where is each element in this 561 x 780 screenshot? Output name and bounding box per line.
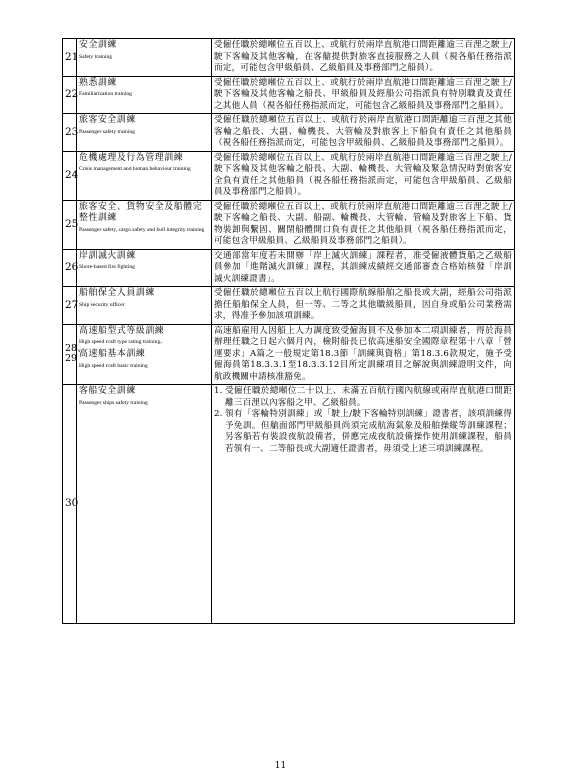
table-row <box>63 76 515 114</box>
eligibility-list <box>214 386 512 455</box>
course-title-zh: 熟悉訓練 <box>79 77 117 88</box>
course-eligibility: 高速船雇用人因船上人力調度致受僱海員不及參加本二項訓練者，得於海員辦理任職之日起六個月內，檢附船長已依高速船安全國際章程第十八章「營運要求」A篇之一般規定第18.3節「訓練與資格」第18.3.6款規定，施予受僱海員第18.3.3.1至18.3.3.12目所定訓練項目之解說與訓練證明文件，向航政機關申請核准豁免。 <box>212 324 515 385</box>
course-eligibility: 受僱任職於總噸位五百以上、或航行於兩岸直航港口間距離逾三百浬之駛上/駛下客輪及其他客輪之船長、大副、輪機長、大管輪及緊急情況時對旅客安全負有責任之其他船員（視各船任務指派而定，可能包含甲級船員、乙級船員及事務部門之船員）。 <box>212 151 515 200</box>
table-row <box>63 200 515 249</box>
course-title-en: Passenger safety, cargo safety and hull integrity training <box>79 226 205 233</box>
course-title-en: Safety training <box>79 53 113 60</box>
row-number: 26 <box>63 249 77 287</box>
list-item <box>214 386 512 409</box>
course-title-zh: 旅客安全、貨物安全及船體完整性訓練 <box>79 201 203 223</box>
course-title-en: Ship security officer <box>79 301 125 308</box>
course-title <box>77 287 212 325</box>
list-item <box>214 409 512 455</box>
row-number: 25 <box>63 200 77 249</box>
course-eligibility: 交通部當年度若未開辦「岸上滅火訓練」課程者，准受僱液體貨船之乙級船員參加「進階滅火訓練」課程，其訓練成績經交通部審查合格始核發「岸訓滅火訓練證書」。 <box>212 249 515 287</box>
course-title-zh: 危機處理及行為管理訓練 <box>79 152 184 163</box>
course-title <box>77 114 212 152</box>
list-item-text: 受僱任職於總噸位二十以上、未滿五百航行國內航線或兩岸直航港口間距離三百浬以內客船之甲、乙級船員。 <box>225 386 512 408</box>
list-item-text: 領有「客輪特別訓練」或「駛上/駛下客輪特別訓練」證書者，該項訓練得予免訓。但艙面部門甲級船員尚須完成航海氣象及船舶操縱等訓練課程；另客船若有裝設夜航設備者，併應完成夜航設備操作使用訓練課程，船員若領有一、二等船長或大副適任證書者，毋須受上述三項訓練課程。 <box>225 409 512 454</box>
list-item-number: 1. <box>214 386 223 396</box>
course-title <box>77 385 212 624</box>
course-title-zh-secondary: 高速船基本訓練 <box>79 349 146 359</box>
list-item-number: 2. <box>214 409 223 419</box>
table-row <box>63 287 515 325</box>
course-title-zh: 客船安全訓練 <box>79 386 136 396</box>
row-number: 27 <box>63 287 77 325</box>
course-eligibility: 受僱任職於總噸位五百以上、或航行於兩岸直航港口間距離逾三百浬之其他客輪之船長、大副、輪機長、大管輪及對旅客上下船負有責任之其他船員（視各船任務指派而定，可能包含甲級船員、乙級船員及事務部門之船員）。 <box>212 114 515 152</box>
course-title-en-secondary: High speed craft basic training <box>79 362 148 369</box>
row-number: 22 <box>63 76 77 114</box>
course-eligibility: 受僱任職於總噸位五百以上、或航行於兩岸直航港口間距離逾三百浬之駛上/駛下客輪及其他客輪之船長、甲級船員及經船公司指派負有特別職責及責任之其他人員（視各船任務指派而定，可能包含乙級船員及事務部門之船員）。 <box>212 76 515 114</box>
course-title <box>77 76 212 114</box>
table-row <box>63 114 515 152</box>
course-title-zh: 高速船型式等級訓練 <box>79 325 165 336</box>
course-eligibility: 受僱任職於總噸位五百以上、或航行於兩岸直航港口間距離逾三百浬之駛上/駛下客輪及其他客輪，在客艙提供對旅客直接服務之人員（視各船任務指派而定，可能包含甲級船員、乙級船員及事務部門之船員）。 <box>212 39 515 77</box>
row-number: 30 <box>63 385 77 624</box>
course-title-zh: 船舶保全人員訓練 <box>79 288 155 298</box>
row-number: 23 <box>63 114 77 152</box>
page-number: 11 <box>274 761 287 771</box>
course-title <box>77 200 212 249</box>
table-row <box>63 249 515 287</box>
course-title <box>77 151 212 200</box>
course-eligibility <box>212 385 515 624</box>
row-number: 21 <box>63 39 77 77</box>
course-title-zh: 旅客安全訓練 <box>79 115 136 125</box>
course-title-en: High speed craft type rating training、 <box>79 339 166 345</box>
course-title-zh: 岸訓滅火訓練 <box>79 250 136 261</box>
row-number: 24 <box>63 151 77 200</box>
table-row <box>63 151 515 200</box>
course-title-en: Crisis management and human behaviour training <box>79 166 191 172</box>
table-row <box>63 324 515 385</box>
course-title <box>77 249 212 287</box>
course-eligibility: 受僱任職於總噸位五百以上、或航行於兩岸直航港口間距離逾三百浬之駛上/駛下客輪之船長、大副、船副、輪機長、大管輪、管輪及對旅客上下船、貨物裝卸與繫固、關閉船體開口負有責任之其他船員（視各船任務指派而定，可能包含甲級船員、乙級船員及事務部門之船員）。 <box>212 200 515 249</box>
course-title-zh: 安全訓練 <box>79 40 117 50</box>
course-title-en: Passenger safety training <box>79 128 135 135</box>
course-title <box>77 324 212 385</box>
course-title-en: Passenger ships safety training <box>79 399 148 406</box>
table-row <box>63 39 515 77</box>
row-number: 28、29 <box>63 324 77 385</box>
course-title-en: Shore-based fire fighting <box>79 264 135 270</box>
table-row <box>63 385 515 624</box>
course-title-en: Familiarization training <box>79 91 132 97</box>
training-requirements-table <box>62 38 515 624</box>
course-eligibility: 受僱任職於總噸位五百以上航行國際航線船舶之船長或大副，經船公司指派擔任船舶保全人員，但一等、二等之其他職級船員，因自身或船公司業務需求，得准予參加該項訓練。 <box>212 287 515 325</box>
course-title <box>77 39 212 77</box>
